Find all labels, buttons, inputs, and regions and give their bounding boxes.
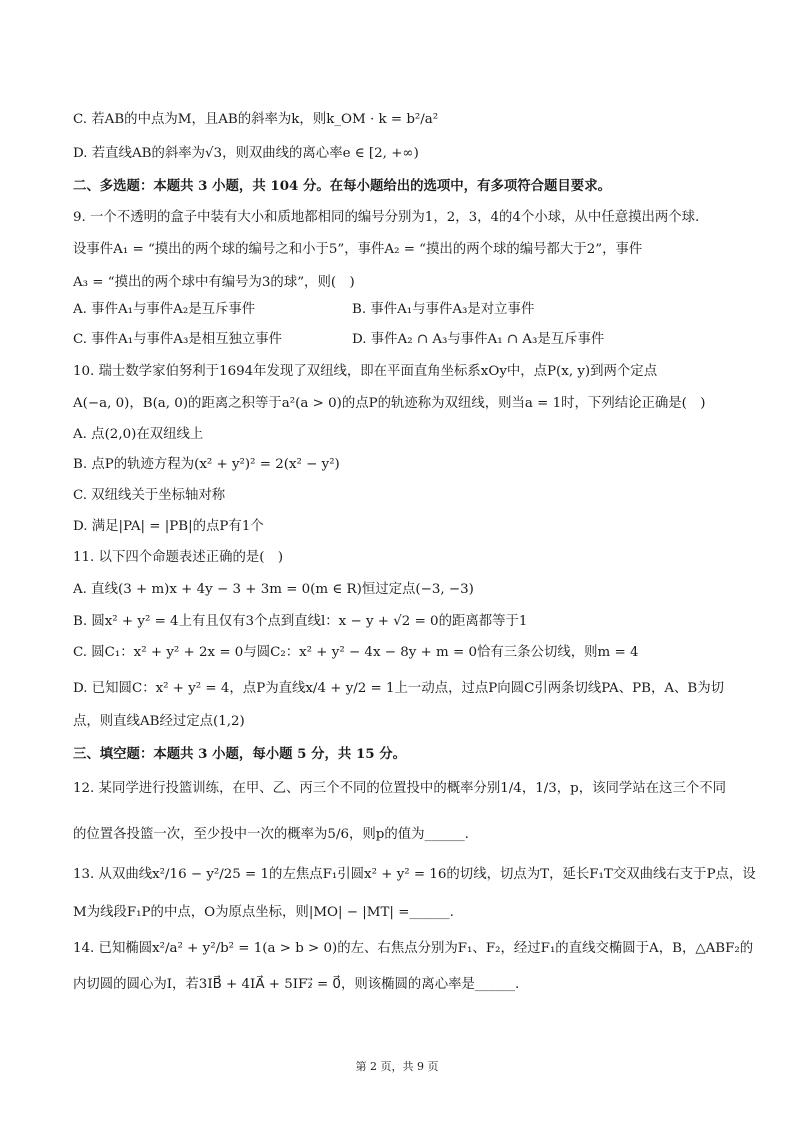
q9-stem-line-1: 9. 一个不透明的盒子中装有大小和质地都相同的编号分别为1，2，3，4的4个小球，从中任意摸出两个球. [73,210,700,225]
q9-option-b: B. 事件A₁与事件A₃是对立事件 [352,302,535,317]
q12-line-2: 的位置各投篮一次，至少投中一次的概率为5/6，则p的值为______. [73,827,469,842]
q14-line-1: 14. 已知椭圆x²/a² + y²/b² = 1(a > b > 0)的左、右焦点分别为F₁、F₂，经过F₁的直线交椭圆于A，B，△ABF₂的 [73,941,754,956]
q11-option-d-line-1: D. 已知圆C：x² + y² = 4，点P为直线x/4 + y/2 = 1上一动点，过点P向圆C引两条切线PA、PB，A、B为切 [73,681,725,696]
q11-option-c: C. 圆C₁：x² + y² + 2x = 0与圆C₂：x² + y² − 4x − 8y + m = 0恰有三条公切线，则m = 4 [73,645,639,660]
q11-stem: 11. 以下四个命题表述正确的是( ) [73,550,284,565]
q10-stem-line-1: 10. 瑞士数学家伯努利于1694年发现了双纽线，即在平面直角坐标系xOy中，点P(x, y)到两个定点 [73,364,658,379]
q12-line-1: 12. 某同学进行投篮训练，在甲、乙、丙三个不同的位置投中的概率分别1/4，1/3，p，该同学站在这三个不同 [73,781,727,796]
section-heading-fill-in: 三、填空题：本题共 3 小题，每小题 5 分，共 15 分。 [73,746,407,762]
q10-option-c: C. 双纽线关于坐标轴对称 [73,488,226,503]
q9-stem-line-2: 设事件A₁ = “摸出的两个球的编号之和小于5”，事件A₂ = “摸出的两个球的编号都大于2”，事件 [73,242,643,257]
q10-stem-line-2: A(−a, 0)，B(a, 0)的距离之积等于a²(a > 0)的点P的轨迹称为双纽线，则当a = 1时，下列结论正确是( ) [73,396,706,411]
page-footer: 第 2 页，共 9 页 [355,1060,439,1073]
q11-option-b: B. 圆x² + y² = 4上有且仅有3个点到直线l：x − y + √2 = 0的距离都等于1 [73,614,528,629]
q9-option-a: A. 事件A₁与事件A₂是互斥事件 [73,302,256,317]
q11-option-a: A. 直线(3 + m)x + 4y − 3 + 3m = 0(m ∈ R)恒过定点(−3, −3) [73,582,474,597]
q10-option-b: B. 点P的轨迹方程为(x² + y²)² = 2(x² − y²) [73,457,340,472]
q11-option-d-line-2: 点，则直线AB经过定点(1,2) [73,714,245,729]
q8-option-d: D. 若直线AB的斜率为√3，则双曲线的离心率e ∈ [2, +∞) [73,146,419,161]
q13-line-2: M为线段F₁P的中点，O为原点坐标，则|MO| − |MT| =______. [73,905,454,920]
section-heading-multiple-choice: 二、多选题：本题共 3 小题，共 104 分。在每小题给出的选项中，有多项符合题目要求。 [73,178,611,194]
q14-line-2: 内切圆的圆心为I，若3IB⃗ + 4IA⃗ + 5IF₂⃗ = 0⃗，则该椭圆的离心率是______. [73,977,520,992]
q13-line-1: 13. 从双曲线x²/16 − y²/25 = 1的左焦点F₁引圆x² + y² = 16的切线，切点为T，延长F₁T交双曲线右支于P点，设 [73,867,756,882]
q9-option-d: D. 事件A₂ ∩ A₃与事件A₁ ∩ A₃是互斥事件 [352,332,605,347]
q8-option-c: C. 若AB的中点为M，且AB的斜率为k，则k_OM · k = b²/a² [73,112,439,127]
q9-option-c: C. 事件A₁与事件A₃是相互独立事件 [73,332,283,347]
q10-option-d: D. 满足|PA| = |PB|的点P有1个 [73,519,264,534]
q10-option-a: A. 点(2,0)在双纽线上 [73,427,204,442]
q9-stem-line-3: A₃ = “摸出的两个球中有编号为3的球”，则( ) [73,275,355,290]
